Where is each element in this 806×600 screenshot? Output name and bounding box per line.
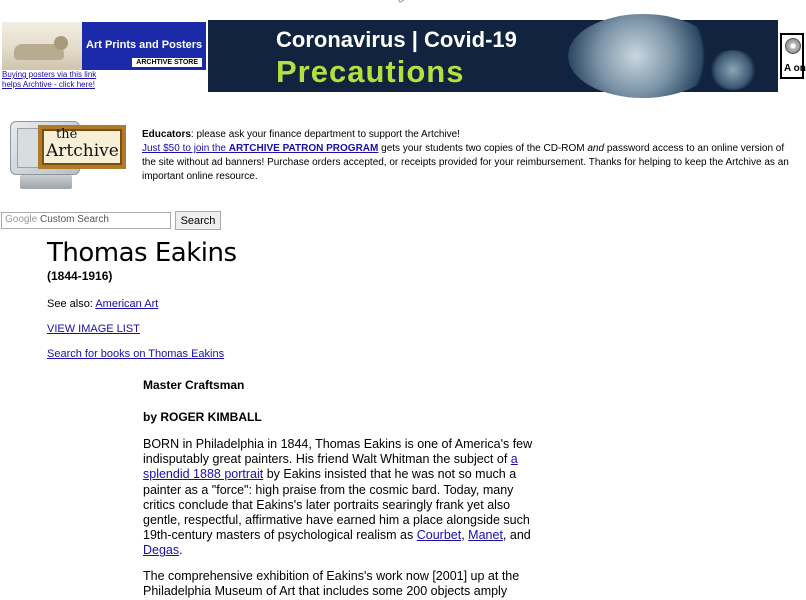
see-also-label: See also: [47, 298, 96, 310]
article-author: by ROGER KIMBALL [143, 410, 262, 424]
educators-text-3: password access to an online version of the site without ad banners! Purchase orders accepted, or receipts provided for your reimbursement. Thanks for helping to keep the Artchive as an important online resource. [142, 143, 789, 182]
educators-text-2: gets your students two copies of the CD-ROM [378, 143, 588, 154]
educators-em: and [587, 143, 605, 154]
article-title: Master Craftsman [143, 378, 245, 392]
covid-banner[interactable] [208, 20, 778, 92]
search-input[interactable] [1, 212, 171, 229]
logo-text-the: the [56, 127, 78, 142]
search-placeholder: Custom Search [37, 214, 109, 225]
article-paragraph-1: BORN in Philadelphia in 1844, Thomas Eakins is one of America's few indisputably great painters. His friend Walt Whitman the subject of a splendid 1888 portrait by Eakins insisted that he was not so much a painter as a "force": high praise from the cosmic bard. Today, many critics conclude that Eakins's later portraits searingly frank yet also gentle, respectful, affirmative have earned him a place alongside such 19th-century masters of psychological realism as Courbet, Manet, and Degas. [143, 437, 533, 558]
cd-icon [785, 38, 801, 54]
educators-text: : please ask your finance department to support the Artchive! [190, 129, 460, 140]
artchive-logo[interactable] [2, 111, 138, 196]
logo-text-artchive: Artchive [46, 141, 119, 161]
artist-name-heading: Thomas Eakins [47, 238, 237, 268]
covid-banner-title: Coronavirus | Covid-19 [276, 27, 517, 52]
top-mark [397, 0, 404, 3]
covid-banner-subtitle: Precautions [276, 54, 465, 89]
whitman-portrait-link[interactable]: a splendid 1888 portrait [143, 452, 518, 482]
figure-head [54, 36, 68, 50]
prints-banner-title: Art Prints and Posters [86, 39, 203, 51]
art-prints-banner[interactable] [2, 22, 206, 70]
view-image-list-link[interactable]: VIEW IMAGE LIST [47, 323, 140, 335]
buying-posters-link[interactable] [2, 70, 96, 90]
educators-label: Educators [142, 129, 191, 140]
buying-posters-line1[interactable]: Buying posters via this link [2, 70, 97, 79]
american-art-link[interactable]: American Art [95, 298, 159, 310]
courbet-link[interactable]: Courbet [416, 528, 462, 543]
artist-dates: (1844-1916) [47, 269, 113, 283]
prints-banner-photo [2, 22, 82, 70]
virus-image-small [708, 50, 758, 90]
cd-rom-ad[interactable] [780, 33, 804, 79]
prints-banner-store-label: ARCHTIVE STORE [132, 58, 202, 67]
search-books-link[interactable]: Search for books on Thomas Eakins [47, 348, 225, 360]
logo-computer-base [20, 175, 72, 189]
view-image-list [47, 323, 140, 335]
virus-image [568, 14, 718, 98]
article-paragraph-2-text: The comprehensive exhibition of Eakins's work now [2001] up at the Philadelphia Museum of Art that includes some 200 objects amply [143, 569, 520, 599]
google-word: Google [5, 214, 38, 225]
search-books [47, 348, 224, 360]
educators-notice [142, 128, 792, 184]
see-also [47, 298, 158, 310]
cd-ad-text: A on [784, 63, 806, 74]
manet-link[interactable]: Manet [468, 528, 503, 543]
degas-link[interactable]: Degas [143, 543, 180, 558]
buying-posters-line2[interactable]: helps Archtive - click here! [2, 80, 95, 89]
patron-program-link[interactable]: Just $50 to join the ARTCHIVE PATRON PROGRAM [142, 143, 379, 154]
article-paragraph-2 [143, 569, 543, 599]
search-button[interactable]: Search [175, 211, 221, 230]
